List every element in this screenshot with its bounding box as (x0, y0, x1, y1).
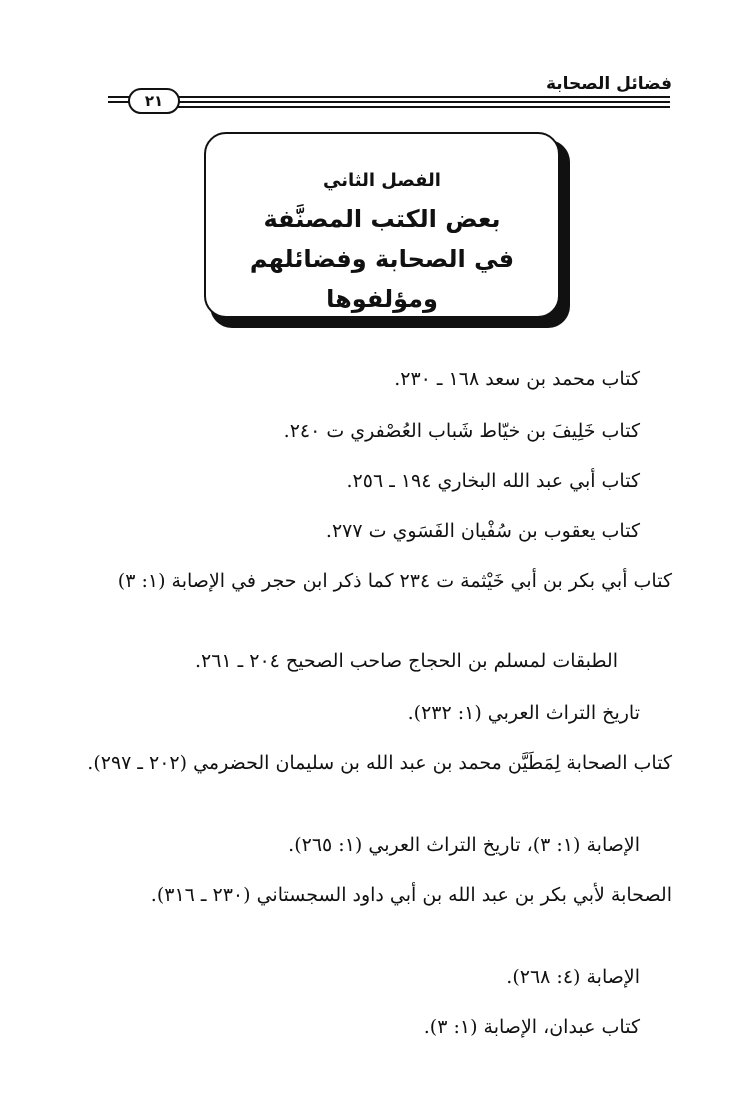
list-item: الإصابة (٤: ٢٦٨). (506, 966, 640, 988)
page-number: ٢١ (128, 88, 180, 114)
chapter-title (206, 199, 558, 319)
chapter-title-line: بعض الكتب المصنَّفة (263, 205, 501, 233)
list-item: كتاب يعقوب بن سُفْيان الفَسَوي ت ٢٧٧. (325, 520, 640, 542)
list-item: كتاب محمد بن سعد ١٦٨ ـ ٢٣٠. (394, 368, 640, 390)
list-item: الطبقات لمسلم بن الحجاج صاحب الصحيح ٢٠٤ ـ ٢٦١. (194, 650, 618, 672)
list-item: كتاب الصحابة لِمَطَيَّن محمد بن عبد الله بن سليمان الحضرمي (٢٠٢ ـ ٢٩٧). (87, 752, 672, 774)
list-item: الصحابة لأبي بكر بن عبد الله بن أبي داود السجستاني (٢٣٠ ـ ٣١٦). (150, 884, 672, 906)
chapter-label: الفصل الثاني (323, 170, 441, 191)
list-item: الإصابة (١: ٣)، تاريخ التراث العربي (١: ٢٦٥). (288, 834, 640, 856)
list-item: تاريخ التراث العربي (١: ٢٣٢). (407, 702, 640, 724)
list-item: كتاب أبي عبد الله البخاري ١٩٤ ـ ٢٥٦. (346, 470, 640, 492)
chapter-title-line: في الصحابة وفضائلهم ومؤلفوها (249, 245, 515, 313)
list-item: كتاب خَلِيفَ بن خيّاط شَباب العُصْفري ت ٢٤٠. (283, 420, 640, 442)
list-item: كتاب عبدان، الإصابة (١: ٣). (423, 1016, 640, 1038)
header-rule (108, 96, 670, 98)
header-rule (108, 101, 670, 103)
chapter-box (204, 132, 560, 318)
list-item: كتاب أبي بكر بن أبي خَيْثمة ت ٢٣٤ كما ذكر ابن حجر في الإصابة (١: ٣) (117, 570, 672, 592)
header-rule (170, 106, 670, 108)
running-title: فضائل الصحابة (545, 74, 672, 94)
